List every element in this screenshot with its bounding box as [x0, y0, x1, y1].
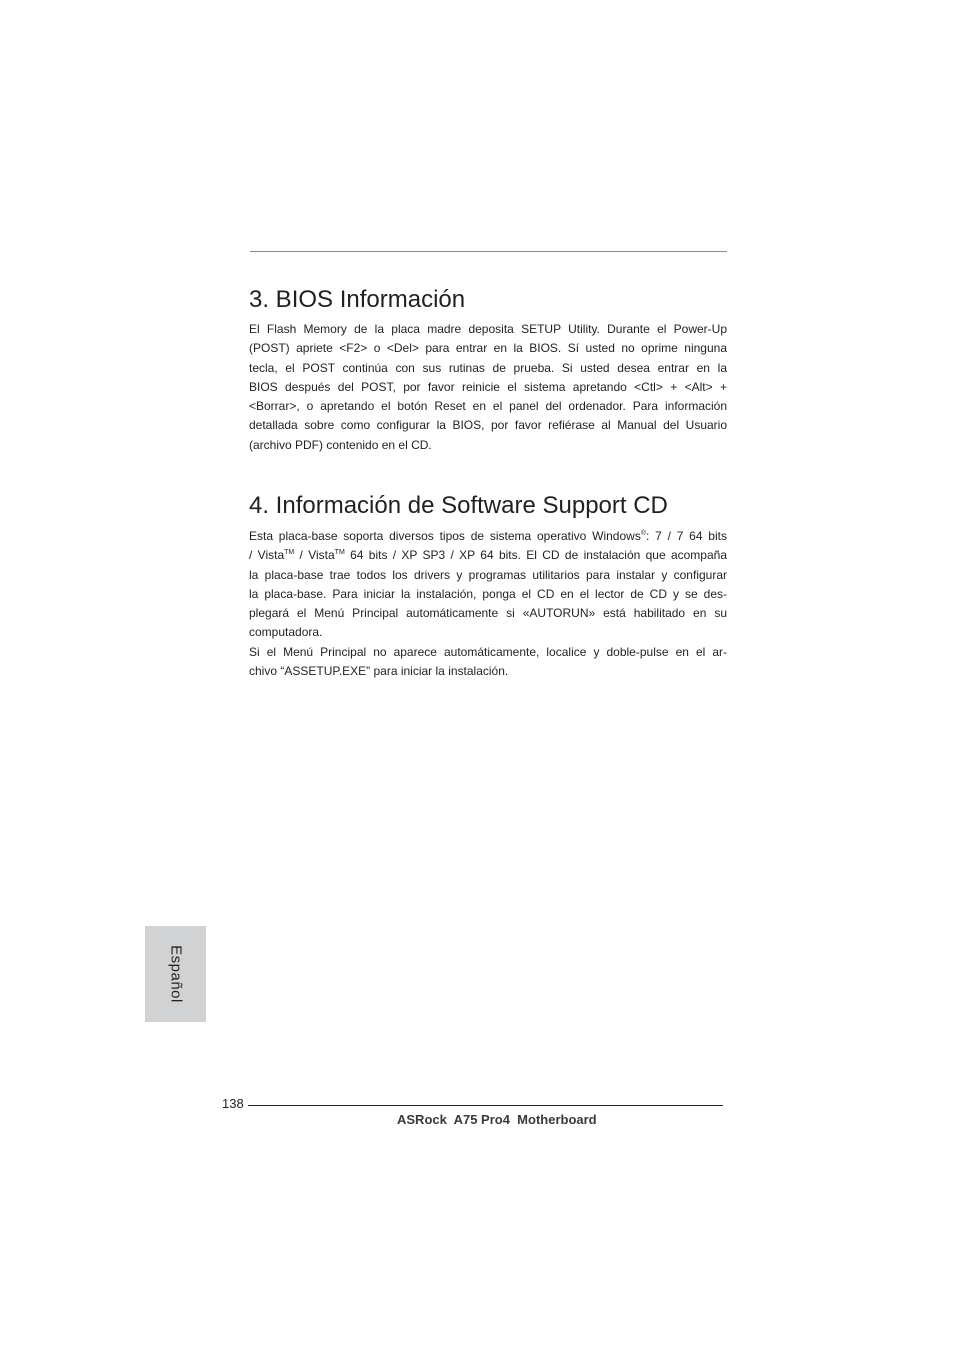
paragraph-line: computadora.	[249, 625, 323, 640]
registered-mark: ®	[640, 530, 646, 537]
paragraph-line: plegará el Menú Principal automáticamente si «AUTORUN» está habilitado en su	[249, 606, 727, 621]
paragraph-line: detallada sobre como configurar la BIOS, por favor refiérase al Manual del Usuario	[249, 418, 727, 433]
paragraph-line	[249, 527, 727, 546]
bios-info-paragraph	[249, 320, 727, 455]
os-support-text: Esta placa-base soporta diversos tipos de sistema operativo Windows	[249, 529, 641, 543]
os-list-text: 64 bits / XP SP3 / XP 64 bits. El CD de instalación que acompaña	[344, 548, 727, 563]
vista-text: / Vista	[249, 548, 285, 563]
top-divider	[250, 251, 727, 252]
paragraph-line: (archivo PDF) contenido en el CD.	[249, 437, 432, 452]
trademark-mark: TM	[334, 549, 345, 557]
os-versions-text: : 7 / 7 64 bits	[646, 529, 727, 543]
paragraph-line: El Flash Memory de la placa madre deposita SETUP Utility. Durante el Power-Up	[249, 322, 727, 336]
section-3-heading: 3. BIOS Información	[249, 286, 466, 313]
vista-text: / Vista	[294, 548, 335, 563]
paragraph-line: la placa-base trae todos los drivers y programas utilitarios para instalar y configurar	[249, 567, 727, 582]
paragraph-line: la placa-base. Para iniciar la instalación, ponga el CD en el lector de CD y se des-	[249, 586, 727, 601]
paragraph-line: BIOS después del POST, por favor reinicie el sistema apretando <Ctl> + <Alt> +	[249, 379, 727, 394]
autorun-paragraph	[249, 643, 727, 682]
paragraph-line: <Borrar>, o apretando el botón Reset en el panel del ordenador. Para información	[249, 399, 727, 414]
paragraph-line: chivo “ASSETUP.EXE” para iniciar la instalación.	[249, 664, 509, 679]
page-number: 138	[222, 1096, 244, 1111]
paragraph-line: Si el Menú Principal no aparece automáticamente, localice y doble-pulse en el ar-	[249, 645, 727, 659]
paragraph-line: (POST) apriete <F2> o <Del> para entrar en la BIOS. Sí usted no oprime ninguna	[249, 341, 727, 356]
trademark-mark: TM	[284, 549, 295, 557]
software-cd-paragraph	[249, 527, 727, 643]
footer-product-name: ASRock A75 Pro4 Motherboard	[397, 1112, 597, 1127]
footer-divider	[248, 1105, 723, 1106]
paragraph-line	[249, 546, 727, 565]
paragraph-line: tecla, el POST continúa con sus rutinas de prueba. Si usted desea entrar en la	[249, 360, 727, 375]
language-tab	[145, 926, 206, 1022]
section-4-heading: 4. Información de Software Support CD	[249, 492, 668, 519]
language-tab-label: Español	[167, 945, 185, 1003]
